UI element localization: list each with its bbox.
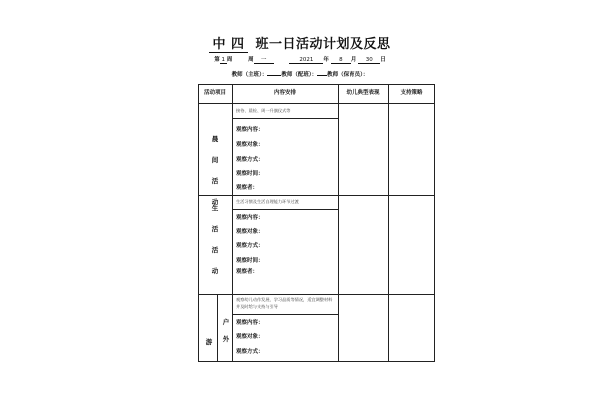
plan-table-grid [198,84,435,362]
morning-obs-content: 观察内容： [236,127,264,133]
teacher-care-label: 教师（保育员）： [327,72,369,78]
outdoor-obs-target: 观察对象： [236,334,264,340]
life-obs-time: 观察时间： [236,258,264,264]
header-content: 内容安排 [273,90,296,96]
morning-obs-time: 观察时间： [236,171,264,177]
class-level: 中 四 [209,38,247,53]
outdoor-obs-method: 观察方式： [236,349,264,355]
section-outdoor-label: 户 外 [222,318,230,343]
life-obs-content: 观察内容： [236,215,264,221]
year-value: 2021 [289,57,323,64]
header-activity: 活动项目 [203,90,226,96]
section-life-desc: 生活习惯及生活自理能力环节过渡 [236,199,299,204]
section-outdoor-desc: 观察幼儿动作发展、学习品质等情况，适宜调整材料并及时给与支持与引导 [236,297,333,309]
teacher-main-blank [267,75,281,76]
section-life-label: 生 活 活 动 [211,204,219,275]
morning-obs-method: 观察方式： [236,157,264,163]
month-label: 月 [350,57,357,63]
morning-obs-target: 观察对象： [236,142,264,148]
teacher-line [0,70,600,78]
month-value: 8 [331,57,351,64]
teacher-assist-blank [317,75,327,76]
title-rest: 班一日活动计划及反思 [255,37,391,52]
day-value: 30 [358,57,380,64]
header-performance: 幼儿典型表现 [346,90,380,96]
header-strategy: 支持策略 [400,90,423,96]
date-line [0,55,600,64]
teacher-assist-label: 教师（配班）： [281,72,318,78]
outdoor-obs-content: 观察内容： [236,320,264,326]
page-title [0,33,600,53]
day-label: 日 [380,57,386,63]
weekday-label: 周 [248,57,254,63]
year-label: 年 [323,57,329,63]
section-play-label: 游 [205,338,213,346]
section-morning-desc: 接待、晨检、周一升旗仪式等 [236,108,291,113]
life-obs-target: 观察对象： [236,229,264,235]
week-suffix: 周 [226,57,233,63]
section-morning-label: 晨 间 活 动 [211,135,219,206]
week-prefix: 第 [214,57,220,63]
week-number: 1 [221,57,225,63]
life-obs-observer: 观察者： [236,269,259,275]
teacher-main-label: 教师（主班）： [231,72,268,78]
life-obs-method: 观察方式： [236,243,264,249]
weekday-value: 一 [254,55,274,64]
morning-obs-observer: 观察者： [236,185,259,191]
